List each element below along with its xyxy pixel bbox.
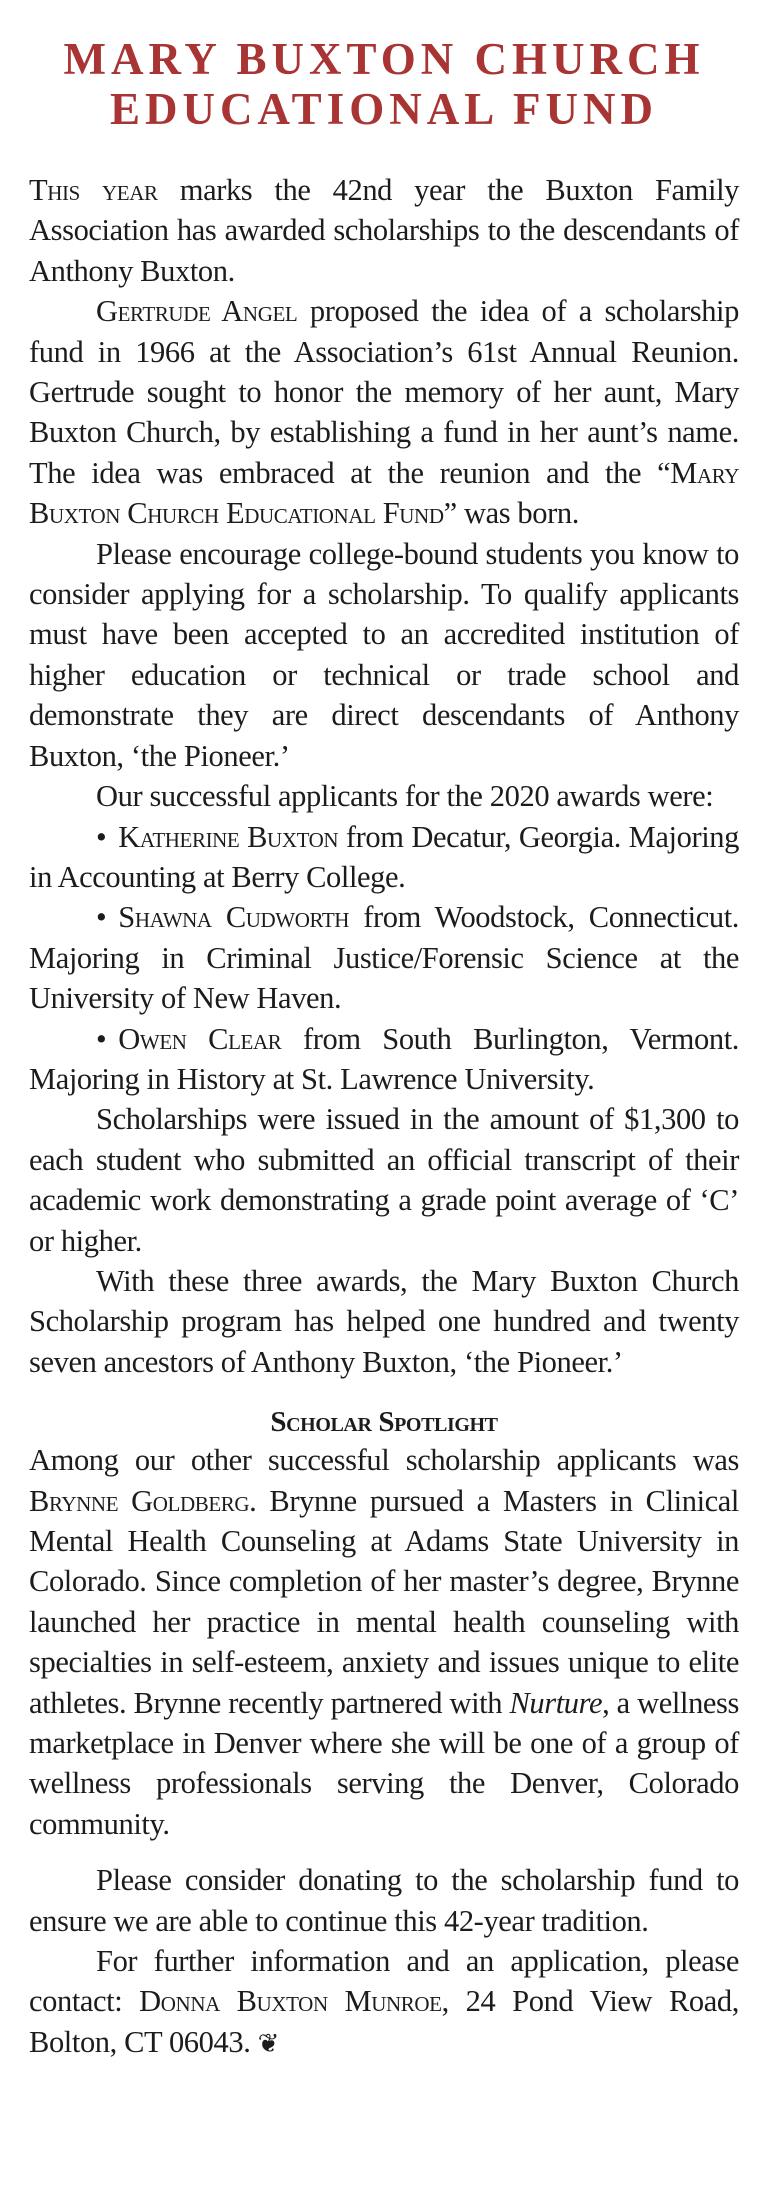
contact-name: Donna Buxton Munroe <box>139 1984 442 2019</box>
contact-paragraph <box>29 1941 739 2064</box>
intro-paragraph <box>29 170 739 291</box>
founder-name: Gertrude Angel <box>96 294 298 329</box>
title-line-1: MARY BUXTON CHURCH <box>63 34 705 84</box>
intro-text: marks the 42nd year the Buxton Family Association has awarded scholarships to the descendants of Anthony Buxton. <box>29 173 739 288</box>
article-title <box>29 0 739 134</box>
article-body <box>29 170 739 2064</box>
bullet-icon: • <box>96 819 107 854</box>
title-line-2: EDUCATIONAL FUND <box>110 84 658 134</box>
encourage-paragraph: Please encourage college-bound students you know to consider applying for a scholarship. To qualify applicants must have been accepted to an accredited institution of higher education or technical or trade school and demonstrate they are direct descendants of Anthony Buxton, ‘the Pioneer.’ <box>29 536 739 773</box>
fleuron-end-mark-icon: ❦ <box>257 2028 280 2059</box>
recipient-item <box>29 1019 739 1100</box>
partner-name: Nurture <box>509 1685 603 1720</box>
recipient-item <box>29 817 739 898</box>
donate-paragraph: Please consider donating to the scholarship fund to ensure we are able to continue this 42-year tradition. <box>29 1863 739 1938</box>
history-text-2: ” was born. <box>443 496 579 531</box>
bullet-icon: • <box>96 900 107 935</box>
newsletter-article <box>29 0 739 2064</box>
contact-address: , 24 Pond View Road, Bolton, CT 06043. <box>29 1984 739 2059</box>
history-paragraph <box>29 291 739 533</box>
fund-name: Mary Buxton Church Educational Fund <box>29 455 739 531</box>
recipient-details: from South Burlington, Vermont. Majoring in History at St. Lawrence University. <box>29 1021 739 1096</box>
recipient-details: from Woodstock, Connecticut. Majoring in Criminal Justice/Forensic Science at the University of New Haven. <box>29 900 739 1016</box>
contact-text: For further information and an application, please contact: <box>29 1944 739 2019</box>
amount-paragraph: Scholarships were issued in the amount of $1,300 to each student who submitted an official transcript of their academic work demonstrating a grade point average of ‘C’ or higher. <box>29 1102 739 1258</box>
bullet-icon: • <box>96 1021 107 1056</box>
recipient-name: Owen Clear <box>118 1021 282 1056</box>
spotlight-heading: Scholar Spotlight <box>270 1406 498 1439</box>
recipient-details: from Decatur, Georgia. Majoring in Accounting at Berry College. <box>29 819 739 894</box>
totals-paragraph: With these three awards, the Mary Buxton Church Scholarship program has helped one hundred and twenty seven ancestors of Anthony Buxton, ‘the Pioneer.’ <box>29 1263 739 1379</box>
intro-lead-small-caps: This year <box>29 173 158 207</box>
history-text-1: proposed the idea of a scholarship fund in 1966 at the Association’s 61st Annual Reunion. Gertrude sought to honor the memory of her aunt, Mary Buxton Church, by establishing a fund in her aunt’s name. The idea was embraced at the reunion and the “ <box>29 294 739 490</box>
recipient-item <box>29 897 739 1018</box>
spotlight-paragraph <box>29 1440 739 1844</box>
spotlight-text-1: Among our other successful scholarship applicants was <box>29 1443 739 1478</box>
spotlight-scholar-name: Brynne Goldberg <box>29 1483 250 1518</box>
awards-intro-paragraph: Our successful applicants for the 2020 awards were: <box>96 779 714 814</box>
spotlight-text-3: , a wellness marketplace in Denver where she will be one of a group of wellness professionals serving the Denver, Colorado community. <box>29 1685 739 1841</box>
recipient-name: Katherine Buxton <box>118 819 339 854</box>
recipient-name: Shawna Cudworth <box>118 900 350 935</box>
spotlight-text-2: . Brynne pursued a Masters in Clinical Mental Health Counseling at Adams State University in Colorado. Since completion of her master’s degree, Brynne launched her practice in mental health counseling with specialties in self-esteem, anxiety and issues unique to elite athletes. Brynne recently partnered with <box>29 1483 739 1720</box>
